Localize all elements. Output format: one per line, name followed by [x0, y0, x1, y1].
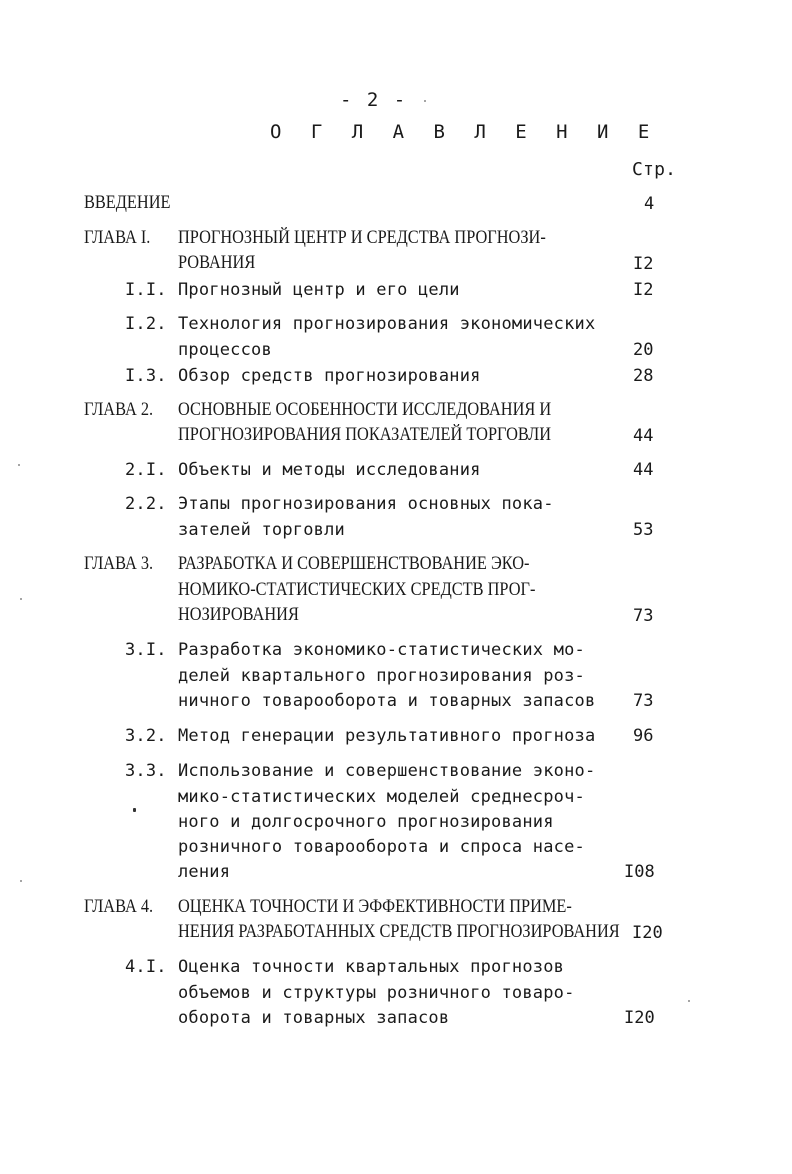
toc-entry-title: ПРОГНОЗНЫЙ ЦЕНТР И СРЕДСТВА ПРОГНОЗИ-: [178, 227, 546, 248]
toc-entry-label: I.2.: [125, 314, 167, 334]
toc-entry-title: НОМИКО-СТАТИСТИЧЕСКИХ СРЕДСТВ ПРОГ-: [178, 579, 536, 600]
toc-entry-title: ПРОГНОЗИРОВАНИЯ ПОКАЗАТЕЛЕЙ ТОРГОВЛИ: [178, 424, 552, 445]
toc-entry-page: 73: [633, 691, 654, 711]
toc-entry-label: ГЛАВА 4.: [84, 896, 154, 917]
toc-entry-page: 73: [633, 606, 654, 626]
toc-entry-label: 2.2.: [125, 494, 167, 514]
toc-entry-title: Прогнозный центр и его цели: [178, 280, 460, 300]
toc-entry-title: Метод генерации результативного прогноза: [178, 726, 596, 746]
toc-entry-title: Технология прогнозирования экономических: [178, 314, 596, 334]
toc-entry-title: РОВАНИЯ: [178, 252, 256, 273]
toc-entry-label: 4.I.: [125, 957, 167, 977]
toc-entry-title: РАЗРАБОТКА И СОВЕРШЕНСТВОВАНИЕ ЭКО-: [178, 553, 530, 574]
scan-speck: [424, 100, 426, 102]
scan-speck: [688, 1000, 690, 1002]
toc-entry-label: 2.I.: [125, 460, 167, 480]
toc-entry-page: I20: [632, 923, 663, 943]
toc-entry-title: ного и долгосрочного прогнозирования: [178, 812, 554, 832]
toc-entry-label: 3.2.: [125, 726, 167, 746]
toc-entry-title: ничного товарооборота и товарных запасов: [178, 691, 596, 711]
toc-entry-title: розничного товарооборота и спроса насе-: [178, 837, 585, 857]
toc-entry-title: оборота и товарных запасов: [178, 1008, 450, 1028]
toc-entry-title: объемов и структуры розничного товаро-: [178, 983, 575, 1003]
toc-entry-title: Оценка точности квартальных прогнозов: [178, 957, 565, 977]
scan-speck: [133, 808, 136, 812]
toc-entry-title: ления: [178, 862, 231, 882]
scan-speck: [20, 880, 22, 882]
toc-entry-title: Этапы прогнозирования основных пока-: [178, 494, 554, 514]
toc-entry-title: Объекты и методы исследования: [178, 460, 481, 480]
toc-entry-title: зателей торговли: [178, 520, 345, 540]
toc-entry-page: 44: [633, 426, 654, 446]
toc-entry-label: I.3.: [125, 366, 167, 386]
toc-entry-page: I20: [624, 1008, 655, 1028]
toc-entry-title: Обзор средств прогнозирования: [178, 366, 481, 386]
toc-entry-page: 53: [633, 520, 654, 540]
scan-speck: [20, 598, 22, 600]
toc-entry-label: ГЛАВА 2.: [84, 399, 154, 420]
toc-entry-label: ГЛАВА I.: [84, 227, 151, 248]
toc-entry-page: I2: [633, 280, 654, 300]
toc-entry-title: ВВЕДЕНИЕ: [84, 192, 171, 213]
toc-entry-label: 3.3.: [125, 761, 167, 781]
toc-entry-page: 20: [633, 340, 654, 360]
scan-speck: [18, 464, 20, 466]
toc-entry-title: делей квартального прогнозирования роз-: [178, 666, 585, 686]
toc-entry-page: 44: [633, 460, 654, 480]
toc-entry-title: Разработка экономико-статистических мо-: [178, 640, 585, 660]
page-title: О Г Л А В Л Е Н И Е: [270, 121, 659, 143]
page-column-label: Стр.: [632, 159, 677, 180]
toc-entry-title: ОЦЕНКА ТОЧНОСТИ И ЭФФЕКТИВНОСТИ ПРИМЕ-: [178, 896, 572, 917]
toc-entry-title: НОЗИРОВАНИЯ: [178, 604, 299, 625]
toc-entry-label: ГЛАВА 3.: [84, 553, 154, 574]
toc-entry-page: 4: [644, 194, 655, 214]
toc-entry-title: НЕНИЯ РАЗРАБОТАННЫХ СРЕДСТВ ПРОГНОЗИРОВАНИЯ: [178, 921, 620, 942]
toc-entry-title: ОСНОВНЫЕ ОСОБЕННОСТИ ИССЛЕДОВАНИЯ И: [178, 399, 552, 420]
toc-entry-page: I2: [633, 254, 654, 274]
page-number: - 2 -: [340, 89, 408, 111]
toc-entry-title: процессов: [178, 340, 272, 360]
toc-entry-title: мико-статистических моделей среднесроч-: [178, 787, 585, 807]
toc-entry-label: I.I.: [125, 280, 167, 300]
toc-entry-label: 3.I.: [125, 640, 167, 660]
toc-entry-page: I08: [624, 862, 655, 882]
toc-entry-page: 96: [633, 726, 654, 746]
toc-entry-title: Использование и совершенствование эконо-: [178, 761, 596, 781]
toc-entry-page: 28: [633, 366, 654, 386]
